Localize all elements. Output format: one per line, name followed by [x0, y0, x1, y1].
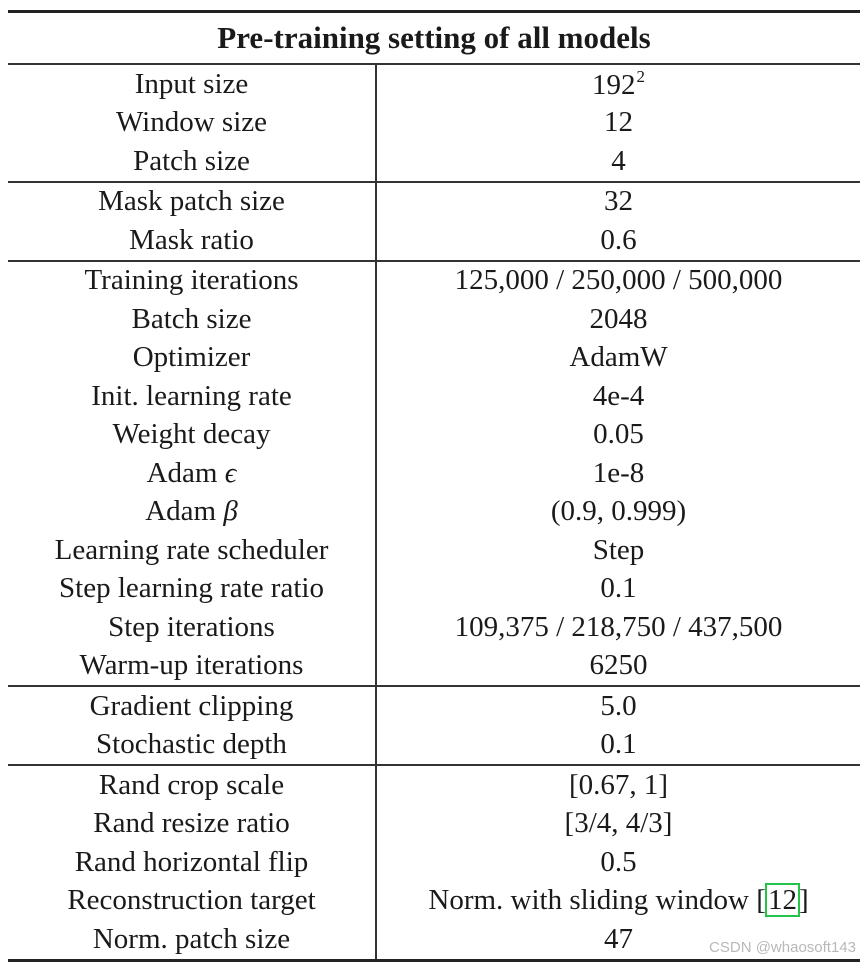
setting-label-text: Training iterations [84, 264, 299, 297]
table-row [8, 182, 860, 222]
setting-label-text: Norm. patch size [92, 922, 291, 955]
setting-value-text: 125,000 / 250,000 / 500,000 [454, 264, 783, 297]
setting-value [376, 726, 860, 766]
table-row [8, 805, 860, 844]
setting-value-text: AdamW [569, 341, 668, 374]
setting-label-text: Input size [134, 67, 249, 100]
setting-label [8, 339, 376, 378]
setting-label [8, 805, 376, 844]
setting-label [8, 531, 376, 570]
setting-value-text: 32 [604, 185, 633, 218]
setting-label [8, 920, 376, 960]
setting-value-text: Norm. with sliding window [428, 884, 750, 917]
greek-symbol: ϵ [224, 456, 237, 489]
setting-value-text: 6250 [589, 649, 648, 682]
setting-value [376, 454, 860, 493]
setting-label-text: Rand crop scale [98, 768, 285, 801]
table-row [8, 377, 860, 416]
setting-label [8, 726, 376, 766]
setting-value-text: 1e-8 [592, 456, 645, 489]
setting-value-text: Step [592, 533, 645, 566]
setting-value [376, 104, 860, 143]
setting-value: Norm. with sliding window [12] [428, 884, 809, 917]
table-row [8, 570, 860, 609]
table-row [8, 726, 860, 766]
table-title: Pre-training setting of all models [8, 12, 860, 65]
table-row [8, 416, 860, 455]
setting-value-text: 4 [611, 144, 626, 177]
setting-value [376, 647, 860, 687]
table-row [8, 843, 860, 882]
table-header-row [8, 12, 860, 65]
setting-value [376, 416, 860, 455]
setting-value [376, 339, 860, 378]
setting-value [376, 843, 860, 882]
setting-label [8, 647, 376, 687]
setting-label-text: Adam [145, 495, 217, 528]
setting-value-text: 0.6 [600, 223, 637, 256]
setting-label [8, 570, 376, 609]
table-row [8, 531, 860, 570]
setting-label [8, 300, 376, 339]
setting-label [8, 608, 376, 647]
setting-label [8, 261, 376, 301]
setting-value-text: [0.67, 1] [568, 768, 669, 801]
setting-label-text: Patch size [133, 144, 250, 177]
setting-value-text: 109,375 / 218,750 / 437,500 [454, 610, 783, 643]
setting-label [8, 882, 376, 921]
setting-label-text: Rand resize ratio [93, 807, 290, 840]
setting-label [8, 221, 376, 261]
setting-label-text: Gradient clipping [89, 689, 294, 722]
setting-value-text: 4e-4 [592, 379, 645, 412]
setting-value-text: 0.1 [600, 572, 637, 605]
setting-value-text: 0.5 [600, 845, 637, 878]
setting-label-text: Learning rate scheduler [54, 533, 329, 566]
setting-value-text: 0.1 [600, 728, 637, 761]
table-row [8, 493, 860, 532]
setting-value [376, 221, 860, 261]
setting-label [8, 182, 376, 222]
table-row [8, 64, 860, 104]
setting-label [8, 416, 376, 455]
setting-value-text: (0.9, 0.999) [550, 495, 687, 528]
superscript: 2 [636, 67, 645, 87]
setting-label-text: Reconstruction target [67, 884, 316, 917]
table-row [8, 608, 860, 647]
table-row [8, 142, 860, 182]
setting-value-text: 12 [604, 106, 633, 139]
setting-label-text: Stochastic depth [96, 728, 287, 761]
setting-label [8, 765, 376, 805]
setting-label [8, 377, 376, 416]
setting-label [8, 142, 376, 182]
setting-value [376, 377, 860, 416]
setting-value-text: 2048 [589, 302, 648, 335]
watermark: CSDN @whaosoft143 [709, 939, 856, 956]
setting-value [376, 805, 860, 844]
table-row [8, 882, 860, 921]
citation-link[interactable]: 12 [767, 884, 797, 917]
table-body [8, 64, 860, 960]
settings-table-container [8, 10, 860, 962]
setting-label-text: Mask ratio [129, 223, 254, 256]
setting-label [8, 104, 376, 143]
setting-value [376, 182, 860, 222]
setting-label-text: Warm-up iterations [79, 649, 304, 682]
setting-label [8, 493, 376, 532]
table-row [8, 261, 860, 301]
setting-label-text: Init. learning rate [91, 379, 292, 412]
table-row [8, 454, 860, 493]
setting-value [376, 686, 860, 726]
setting-label-text: Mask patch size [98, 185, 285, 218]
setting-value [376, 142, 860, 182]
setting-value [376, 64, 860, 104]
setting-label-text: Weight decay [112, 418, 271, 451]
setting-label-text: Rand horizontal flip [74, 845, 309, 878]
setting-label-text: Optimizer [132, 341, 251, 374]
setting-label [8, 686, 376, 726]
setting-value [376, 765, 860, 805]
setting-value-text: 5.0 [600, 689, 637, 722]
setting-value [376, 300, 860, 339]
setting-value-text: 0.05 [593, 418, 644, 451]
setting-label-text: Batch size [131, 302, 252, 335]
greek-symbol: β [223, 495, 238, 528]
setting-value [376, 608, 860, 647]
setting-label [8, 843, 376, 882]
table-row [8, 300, 860, 339]
table-row [8, 339, 860, 378]
setting-value-text: 192 [592, 69, 636, 102]
setting-label [8, 454, 376, 493]
setting-label-text: Step iterations [108, 610, 275, 643]
setting-value [376, 531, 860, 570]
table-row [8, 686, 860, 726]
setting-label-text: Step learning rate ratio [59, 572, 324, 605]
setting-value-text: 47 [604, 922, 633, 955]
setting-label-text: Adam [146, 456, 218, 489]
setting-value [376, 570, 860, 609]
table-row [8, 647, 860, 687]
setting-label [8, 64, 376, 104]
pretraining-settings-table [8, 10, 860, 962]
table-row [8, 765, 860, 805]
setting-label-text: Window size [115, 106, 268, 139]
setting-value [376, 261, 860, 301]
setting-value [376, 493, 860, 532]
table-row [8, 221, 860, 261]
setting-value-text: [3/4, 4/3] [564, 807, 673, 840]
table-row [8, 104, 860, 143]
